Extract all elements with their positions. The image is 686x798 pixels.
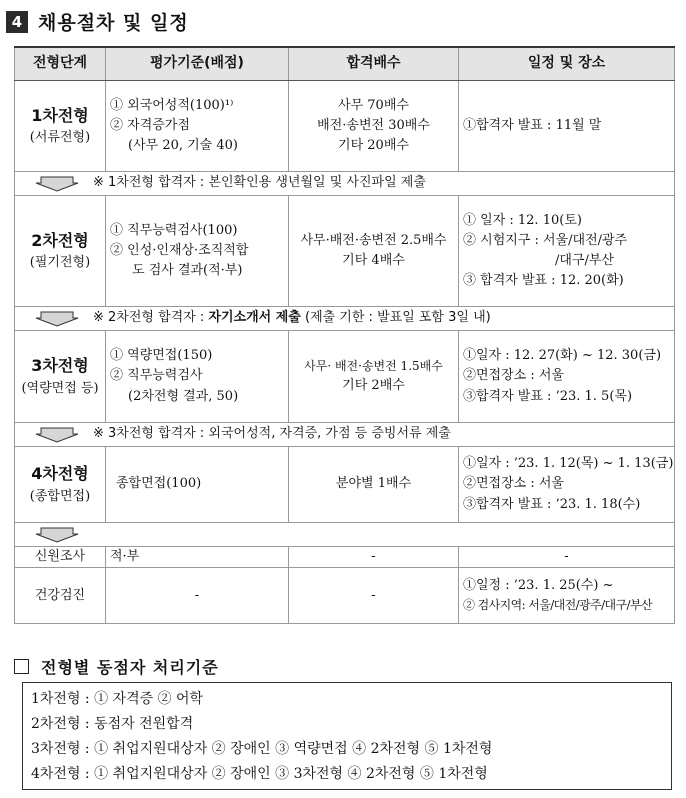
health-schedule: [459, 568, 675, 624]
header-multiple: 합격배수: [289, 47, 459, 81]
stage3-name: 3차전형: [31, 356, 89, 376]
note-row-2: [15, 307, 675, 331]
tiebreak-title: 전형별 동점자 처리기준: [41, 658, 219, 677]
schedule-line: ② 시험지구 : 서울/대전/광주: [463, 232, 628, 248]
multiple-line: 분야별 1배수: [335, 476, 412, 492]
schedule-line: ①일자 : ’23. 1. 12(목) ~ 1. 13(금): [463, 456, 674, 472]
note-row-3: [15, 423, 675, 447]
tiebreak-rule: 1차전형 : ① 자격증 ② 어학: [31, 691, 204, 707]
stage2-schedule: [459, 196, 675, 307]
stage4-multiple: [289, 447, 459, 523]
stage1-schedule: [459, 81, 675, 172]
background-name: 신원조사: [15, 547, 106, 568]
note-1-text: ※ 1차전형 합격자 : 본인확인용 생년월일 및 사진파일 제출: [93, 175, 426, 191]
header-stage: 전형단계: [15, 47, 106, 81]
background-schedule: -: [459, 547, 675, 568]
stage3-schedule: [459, 331, 675, 423]
schedule-line: ② 검사지역: 서울/대전/광주/대구/부산: [463, 598, 652, 613]
header-schedule: 일정 및 장소: [459, 47, 675, 81]
table-row-stage4: [15, 447, 675, 523]
stage2-multiple: [289, 196, 459, 307]
stage1-cell: [15, 81, 106, 172]
schedule-line: ③ 합격자 발표 : 12. 20(화): [463, 273, 624, 289]
table-header-row: [15, 47, 675, 81]
section-title: 채용절차 및 일정: [38, 12, 189, 34]
tiebreak-heading: [14, 655, 219, 678]
schedule-line: ③합격자 발표 : ’23. 1. 5(목): [463, 388, 633, 404]
stage3-criteria: [106, 331, 289, 423]
checkbox-icon: [14, 659, 29, 674]
down-arrow-icon: [35, 176, 79, 192]
note-2-prefix: ※ 2차전형 합격자 :: [93, 310, 209, 326]
stage3-multiple: [289, 331, 459, 423]
stage4-cell: [15, 447, 106, 523]
table-row-stage2: [15, 196, 675, 307]
stage3-cell: [15, 331, 106, 423]
note-row-1: [15, 172, 675, 196]
criteria-line: ② 인성·인재상·조직적합: [110, 242, 249, 258]
arrow-row-4: [15, 523, 675, 547]
criteria-line: ① 직무능력검사(100): [110, 222, 238, 238]
stage1-sub: (서류전형): [29, 130, 91, 146]
criteria-line: ① 역량면접(150): [110, 348, 213, 364]
note-3-text: ※ 3차전형 합격자 : 외국어성적, 자격증, 가점 등 증빙서류 제출: [93, 426, 451, 442]
schedule-line: ① 일자 : 12. 10(토): [463, 212, 582, 228]
stage1-name: 1차전형: [31, 105, 89, 125]
multiple-line: 사무· 배전·송변전 1.5배수: [304, 359, 443, 374]
stage2-sub: (필기전형): [29, 255, 91, 271]
tiebreak-rule: 2차전형 : 동점자 전원합격: [31, 716, 194, 732]
criteria-line: ① 외국어성적(100)¹⁾: [110, 97, 234, 113]
table-row-stage3: [15, 331, 675, 423]
section-heading: [6, 8, 189, 35]
table-row-health: [15, 568, 675, 624]
criteria-line: ② 직무능력검사: [110, 368, 203, 384]
criteria-line: 종합면접(100): [116, 476, 202, 492]
note-2-text: [93, 308, 491, 328]
down-arrow-icon: [35, 427, 79, 443]
health-criteria: -: [106, 568, 289, 624]
schedule-line: /대구/부산: [555, 253, 614, 268]
header-criteria: 평가기준(배점): [106, 47, 289, 81]
stage2-cell: [15, 196, 106, 307]
tiebreak-rule: 4차전형 : ① 취업지원대상자 ② 장애인 ③ 3차전형 ④ 2차전형 ⑤ 1차전형: [31, 766, 488, 782]
health-multiple: -: [289, 568, 459, 624]
multiple-line: 기타 2배수: [342, 377, 405, 393]
multiple-line: 배전·송변전 30배수: [317, 117, 430, 133]
criteria-line: (사무 20, 기술 40): [128, 138, 238, 154]
down-arrow-icon: [35, 311, 79, 327]
criteria-line: (2차전형 결과, 50): [128, 388, 239, 404]
background-criteria: 적·부: [106, 547, 289, 568]
note-2-emphasis: 자기소개서 제출: [208, 310, 301, 326]
schedule-line: ①일자 : 12. 27(화) ~ 12. 30(금): [463, 348, 662, 364]
note-2-suffix: (제출 기한 : 발표일 포함 3일 내): [300, 310, 491, 326]
schedule-line: ①일정 : ’23. 1. 25(수) ~: [463, 578, 614, 594]
multiple-line: 기타 20배수: [338, 138, 409, 154]
multiple-line: 기타 4배수: [342, 253, 405, 268]
table-row-stage1: [15, 81, 675, 172]
stage2-criteria: [106, 196, 289, 307]
tiebreak-rules-box: [22, 682, 672, 790]
tiebreak-rule: 3차전형 : ① 취업지원대상자 ② 장애인 ③ 역량면접 ④ 2차전형 ⑤ 1차전형: [31, 741, 493, 757]
multiple-line: 사무·배전·송변전 2.5배수: [300, 232, 447, 248]
stage2-name: 2차전형: [31, 230, 89, 250]
health-name: 건강검진: [15, 568, 106, 624]
stage4-criteria: [106, 447, 289, 523]
down-arrow-icon: [35, 527, 79, 543]
schedule-line: ①합격자 발표 : 11월 말: [463, 117, 602, 133]
stage4-schedule: [459, 447, 675, 523]
stage3-sub: (역량면접 등): [21, 380, 99, 396]
schedule-line: ②면접장소 : 서울: [463, 476, 564, 492]
multiple-line: 사무 70배수: [338, 97, 409, 113]
stage1-multiple: [289, 81, 459, 172]
stage4-sub: (종합면접): [29, 488, 91, 504]
criteria-line: ② 자격증가점: [110, 117, 190, 133]
section-number: 4: [6, 11, 28, 33]
table-row-background: [15, 547, 675, 568]
background-multiple: -: [289, 547, 459, 568]
schedule-line: ②면접장소 : 서울: [463, 368, 564, 384]
criteria-line: 도 검사 결과(적·부): [132, 263, 243, 279]
schedule-line: ③합격자 발표 : ’23. 1. 18(수): [463, 496, 641, 512]
stage1-criteria: [106, 81, 289, 172]
schedule-table: [14, 46, 675, 624]
stage4-name: 4차전형: [31, 464, 89, 484]
